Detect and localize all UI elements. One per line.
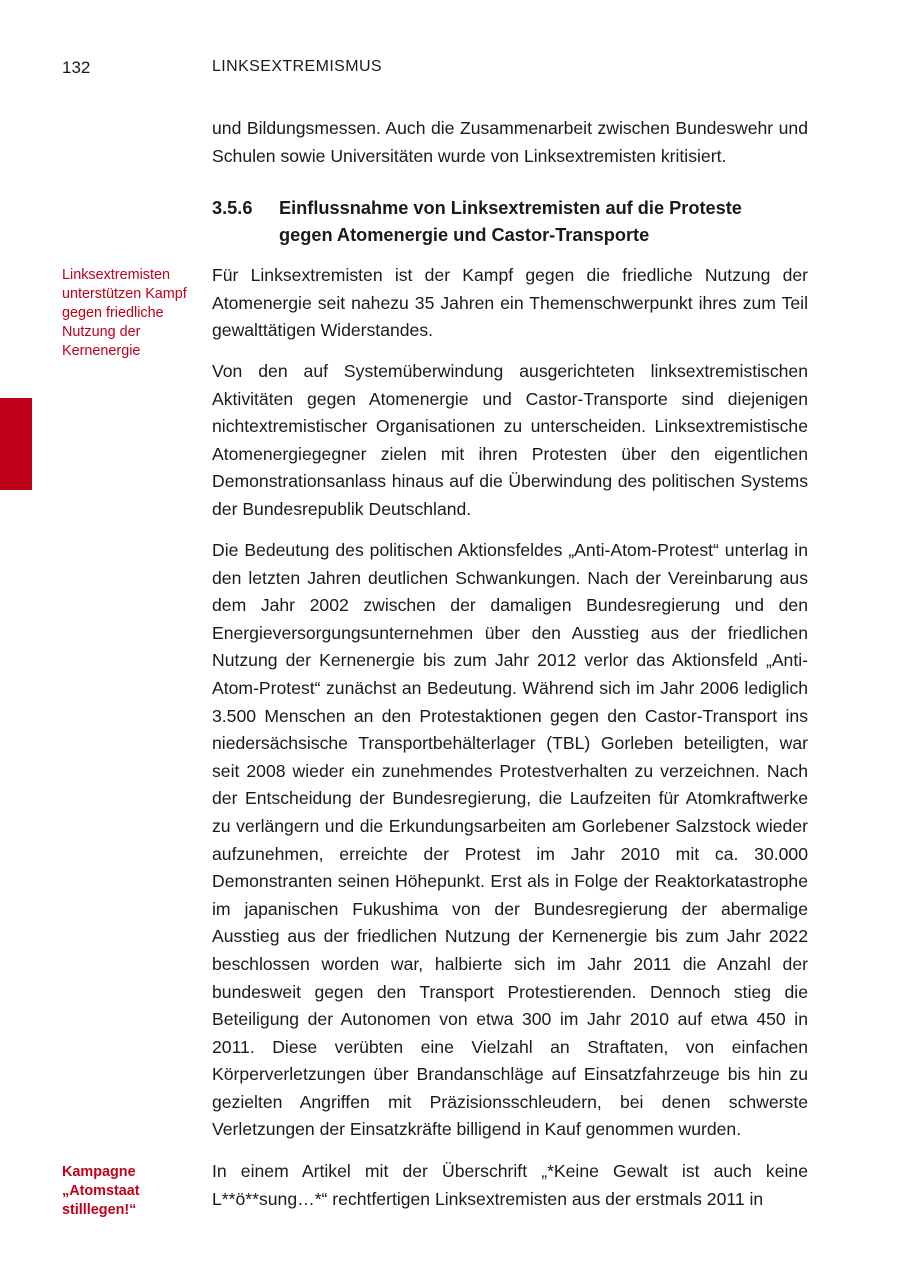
margin-note-kampagne-line1: Kampagne bbox=[62, 1164, 136, 1180]
page-number: 132 bbox=[62, 58, 91, 77]
paragraph-3-container bbox=[212, 537, 808, 1144]
intro-paragraph-container bbox=[212, 115, 808, 170]
section-title-line1: Einflussnahme von Linksextremisten auf die Proteste bbox=[279, 198, 742, 218]
section-heading bbox=[212, 195, 808, 249]
margin-note-kampagne-line2: „Atomstaat stilllegen!“ bbox=[62, 1183, 140, 1218]
paragraph-3: Die Bedeutung des politischen Aktionsfeldes „Anti-Atom-Protest“ unterlag in den letzten Jahren deutlichen Schwankungen. Nach der Vereinbarung aus dem Jahr 2002 zwischen der damaligen Bundesregierung und den Energieversorgungsunternehmen über den Ausstieg aus der friedlichen Nutzung der Kernenergie bis zum Jahr 2012 verlor das Aktionsfeld „Anti-Atom-Protest“ zunächst an Bedeutung. Während sich im Jahr 2006 lediglich 3.500 Menschen an den Protestaktionen gegen den Castor-Transport ins niedersächsische Transportbehälterlager (TBL) Gorleben beteiligten, war seit 2008 wieder ein zunehmendes Protestverhalten zu verzeichnen. Nach der Entscheidung der Bundesregierung, die Laufzeiten für Atomkraftwerke zu verlängern und die Erkundungsarbeiten am Gorlebener Salzstock wieder aufzunehmen, erreichte der Protest im Jahr 2010 mit ca. 30.000 Demonstranten seinen Höhepunkt. Erst als in Folge der Reaktorkatastrophe im japanischen Fukushima von der Bundesregierung der abermalige Ausstieg aus der friedlichen Nutzung der Kernenergie bis zum Jahr 2022 beschlossen worden war, halbierte sich im Jahr 2011 die Anzahl der bundesweit gegen den Transport Protestierenden. Dennoch stieg die Beteiligung der Autonomen von etwa 300 im Jahr 2010 auf etwa 450 in 2011. Diese verübten eine Vielzahl an Straftaten, von einfachen Körperverletzungen über Brandanschläge auf Einsatzfahrzeuge bis hin zu gezielten Angriffen mit Präzisionsschleudern, bei denen schwerste Verletzungen der Einsatzkräfte billigend in Kauf genommen wurden. bbox=[212, 540, 808, 1140]
section-title-line2: gegen Atomenergie und Castor-Transporte bbox=[279, 225, 650, 245]
intro-paragraph: und Bildungsmessen. Auch die Zusammenarbeit zwischen Bundeswehr und Schulen sowie Universitäten wurde von Linksextremisten kritisiert. bbox=[212, 118, 808, 166]
running-head: LINKSEXTREMISMUS bbox=[212, 58, 382, 75]
paragraph-4-container bbox=[212, 1158, 808, 1213]
paragraph-2: Von den auf Systemüberwindung ausgerichteten linksextremistischen Aktivitäten gegen Atomenergie und Castor-Transporte sind diejenigen nichtextremistischer Organisationen zu unterscheiden. Linksextremistische Atomenergiegegner zielen mit ihren Protesten über den eigentlichen Demonstrationsanlass hinaus auf die Überwindung des politischen Systems der Bundesrepublik Deutschland. bbox=[212, 361, 808, 519]
margin-note-kampagne bbox=[62, 1163, 192, 1220]
paragraph-1: Für Linksextremisten ist der Kampf gegen die friedliche Nutzung der Atomenergie seit nahezu 35 Jahren ein Themenschwerpunkt ihres zum Teil gewalttätigen Widerstandes. bbox=[212, 265, 808, 341]
chapter-tab-marker bbox=[0, 398, 32, 490]
paragraph-4: In einem Artikel mit der Überschrift „*Keine Gewalt ist auch keine L**ö**sung…*“ rechtfertigen Linksextremisten aus der erstmals 2011 in bbox=[212, 1161, 808, 1209]
paragraph-1-container bbox=[212, 262, 808, 345]
margin-note-kernenergie: Linksextremisten unterstützen Kampf gegen friedliche Nutzung der Kernenergie bbox=[62, 267, 187, 359]
section-number: 3.5.6 bbox=[212, 198, 253, 218]
paragraph-2-container bbox=[212, 358, 808, 524]
